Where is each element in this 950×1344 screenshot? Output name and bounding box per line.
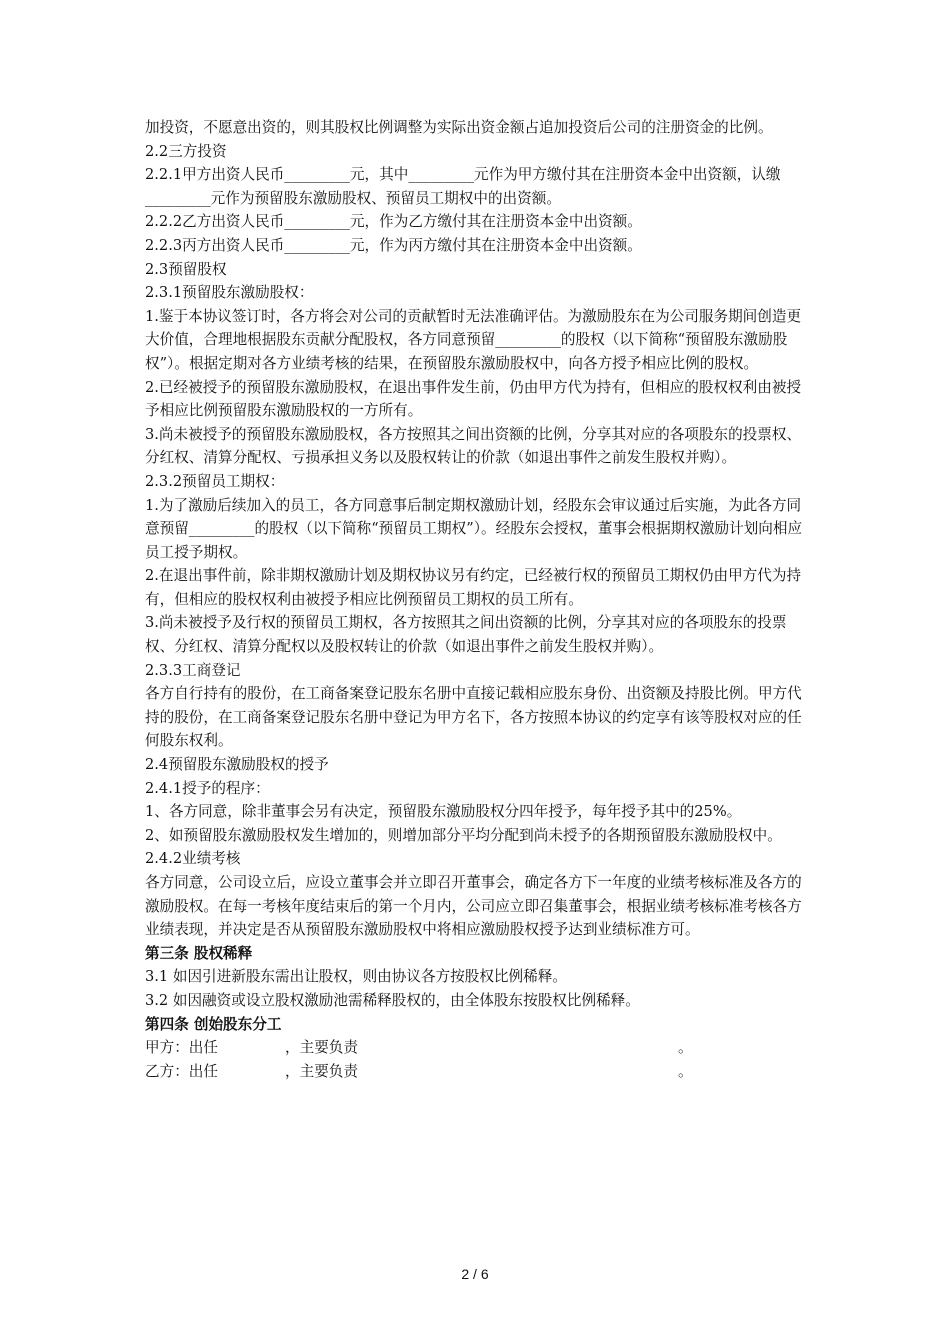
paragraph: 加投资，不愿意出资的，则其股权比例调整为实际出资金额占追加投资后公司的注册资金的比例。 (145, 119, 773, 136)
duty-party: 乙方：出任 (145, 1062, 218, 1080)
paragraph: 各方自行持有的股份，在工商备案登记股东名册中直接记载相应股东身份、出资额及持股比例。甲方代持的股份，在工商备案登记股东名册中登记为甲方名下，各方按照本协议的约定享有该等股权对应的任何股东权利。 (145, 685, 802, 750)
section-heading: 2.3预留股权 (145, 260, 227, 278)
paragraph: 2.2.2乙方出资人民币_________元，作为乙方缴付其在注册资本金中出资额。 (145, 213, 642, 231)
duty-line (145, 1060, 810, 1084)
paragraph: 2.2.1甲方出资人民币_________元，其中_________元作为甲方缴付其在注册资本金中出资额，认缴_________元作为预留股东激励股权、预留员工期权中的出资额。 (145, 166, 781, 207)
paragraph: 1、各方同意，除非董事会另有决定，预留股东激励股权分四年授予，每年授予其中的25%。 (145, 803, 742, 821)
paragraph: 2.在退出事件前，除非期权激励计划及期权协议另有约定，已经被行权的预留员工期权仍由甲方代为持有，但相应的股权权利由被授予相应比例预留员工期权的员工所有。 (145, 567, 802, 608)
subsection-heading: 2.3.2预留员工期权： (145, 472, 285, 490)
page-number: 2 / 6 (461, 1266, 489, 1282)
subsection-heading: 2.4.1授予的程序： (145, 779, 270, 797)
duty-mid: ，主要负责 (285, 1039, 358, 1057)
section-heading: 2.2三方投资 (145, 142, 227, 160)
clause: 3.1 如因引进新股东需出让股权，则由协议各方按股权比例稀释。 (145, 968, 567, 986)
paragraph: 1.鉴于本协议签订时，各方将会对公司的贡献暂时无法准确评估。为激励股东在为公司服务期间创造更大价值，合理地根据股东贡献分配股权，各方同意预留_________的股权（以下简称“预留股东激励股权”）。根据定期对各方业绩考核的结果，在预留股东激励股权中，向各方授予相应比例的股权。 (145, 307, 802, 372)
clause: 3.2 如因融资或设立股权激励池需稀释股权的，由全体股东按股权比例稀释。 (145, 991, 640, 1009)
paragraph: 1.为了激励后续加入的员工，各方同意事后制定期权激励计划，经股东会审议通过后实施，为此各方同意预留_________的股权（以下简称“预留员工期权”）。经股东会授权，董事会根据期权激励计划向相应员工授予期权。 (145, 496, 803, 561)
article-heading: 第三条 股权稀释 (145, 944, 253, 962)
subsection-heading: 2.3.1预留股东激励股权： (145, 284, 314, 302)
article3 (145, 942, 810, 1013)
article2-continuation (145, 116, 810, 942)
subsection-heading: 2.3.3工商登记 (145, 661, 241, 679)
duty-line (145, 1036, 810, 1060)
document-body (145, 116, 810, 1083)
duty-party: 甲方：出任 (145, 1039, 218, 1057)
article-heading: 第四条 创始股东分工 (145, 1015, 282, 1033)
subsection-heading: 2.4.2业绩考核 (145, 850, 241, 868)
paragraph: 3.尚未被授予的预留股东激励股权，各方按照其之间出资额的比例，分享其对应的各项股东的投票权、分红权、清算分配权、亏损承担义务以及股权转让的价款（如退出事件之前发生股权并购）。 (145, 425, 802, 467)
section-heading: 2.4预留股东激励股权的授予 (145, 756, 329, 774)
paragraph: 2.2.3丙方出资人民币_________元，作为丙方缴付其在注册资本金中出资额。 (145, 236, 642, 254)
duty-end: 。 (678, 1039, 693, 1057)
duty-end: 。 (678, 1062, 693, 1080)
paragraph: 2.已经被授予的预留股东激励股权，在退出事件发生前，仍由甲方代为持有，但相应的股权权利由被授予相应比例预留股东激励股权的一方所有。 (145, 378, 802, 420)
paragraph: 各方同意，公司设立后，应设立董事会并立即召开董事会，确定各方下一年度的业绩考核标准及各方的激励股权。在每一考核年度结束后的第一个月内，公司应立即召集董事会，根据业绩考核标准考核各方业绩表现，并决定是否从预留股东激励股权中将相应激励股权授予达到业绩标准方可。 (145, 874, 802, 939)
duty-mid: ，主要负责 (285, 1062, 358, 1080)
article4 (145, 1013, 810, 1084)
paragraph: 3.尚未被授予及行权的预留员工期权，各方按照其之间出资额的比例，分享其对应的各项股东的投票权、分红权、清算分配权以及股权转让的价款（如退出事件之前发生股权并购）。 (145, 614, 787, 656)
paragraph: 2、如预留股东激励股权发生增加的，则增加部分平均分配到尚未授予的各期预留股东激励股权中。 (145, 826, 782, 844)
